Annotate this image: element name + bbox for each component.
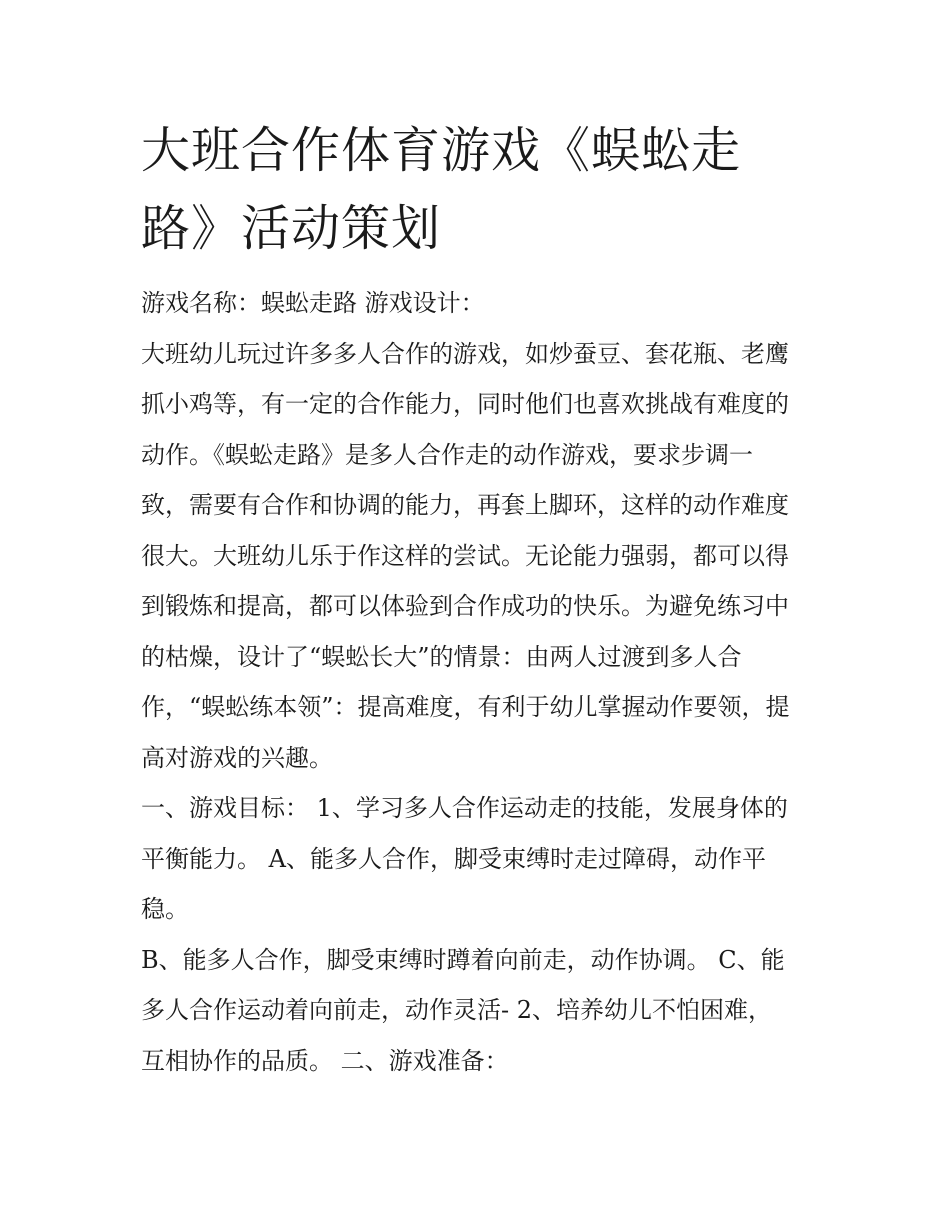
title-line-1: 大班合作体育游戏《蜈蚣走 [141,122,742,179]
body-line-10: 高对游戏的兴趣。 [141,743,333,772]
body-line-16: 互相协作的品质。 二、游戏准备： [141,1046,509,1075]
body-line-2: 大班幼儿玩过许多多人合作的游戏，如炒蚕豆、套花瓶、老鹰 [141,339,789,368]
body-line-9: 作，“蜈蚣练本领”：提高难度，有利于幼儿掌握动作要领，提 [141,693,790,721]
document-title [141,112,813,268]
body-line-4: 动作。《蜈蚣走路》是多人合作走的动作游戏，要求步调一 [141,440,753,469]
body-line-12: 平衡能力。 A、能多人合作，脚受束缚时走过障碍，动作平 [141,844,766,873]
body-line-5: 致，需要有合作和协调的能力，再套上脚环，这样的动作难度 [141,491,789,519]
body-line-14: B、能多人合作，脚受束缚时蹲着向前走，动作协调。 C、能 [141,945,785,974]
title-line-2: 路》活动策划 [141,200,442,257]
body-line-15: 多人合作运动着向前走，动作灵活- 2、培养幼儿不怕困难， [141,996,773,1024]
body-line-1: 游戏名称：蜈蚣走路 游戏设计： [141,289,485,317]
body-line-3: 抓小鸡等，有一定的合作能力，同时他们也喜欢挑战有难度的 [141,390,789,418]
body-line-11: 一、游戏目标： 1、学习多人合作运动走的技能，发展身体的 [141,794,788,822]
document-body [141,278,813,1086]
body-line-6: 很大。大班幼儿乐于作这样的尝试。无论能力强弱，都可以得 [141,541,789,570]
document-page [141,112,813,1086]
body-line-13: 稳。 [141,895,189,923]
body-line-8: 的枯燥，设计了“蜈蚣长大”的情景：由两人过渡到多人合 [141,642,742,671]
body-line-7: 到锻炼和提高，都可以体验到合作成功的快乐。为避免练习中 [141,592,789,620]
